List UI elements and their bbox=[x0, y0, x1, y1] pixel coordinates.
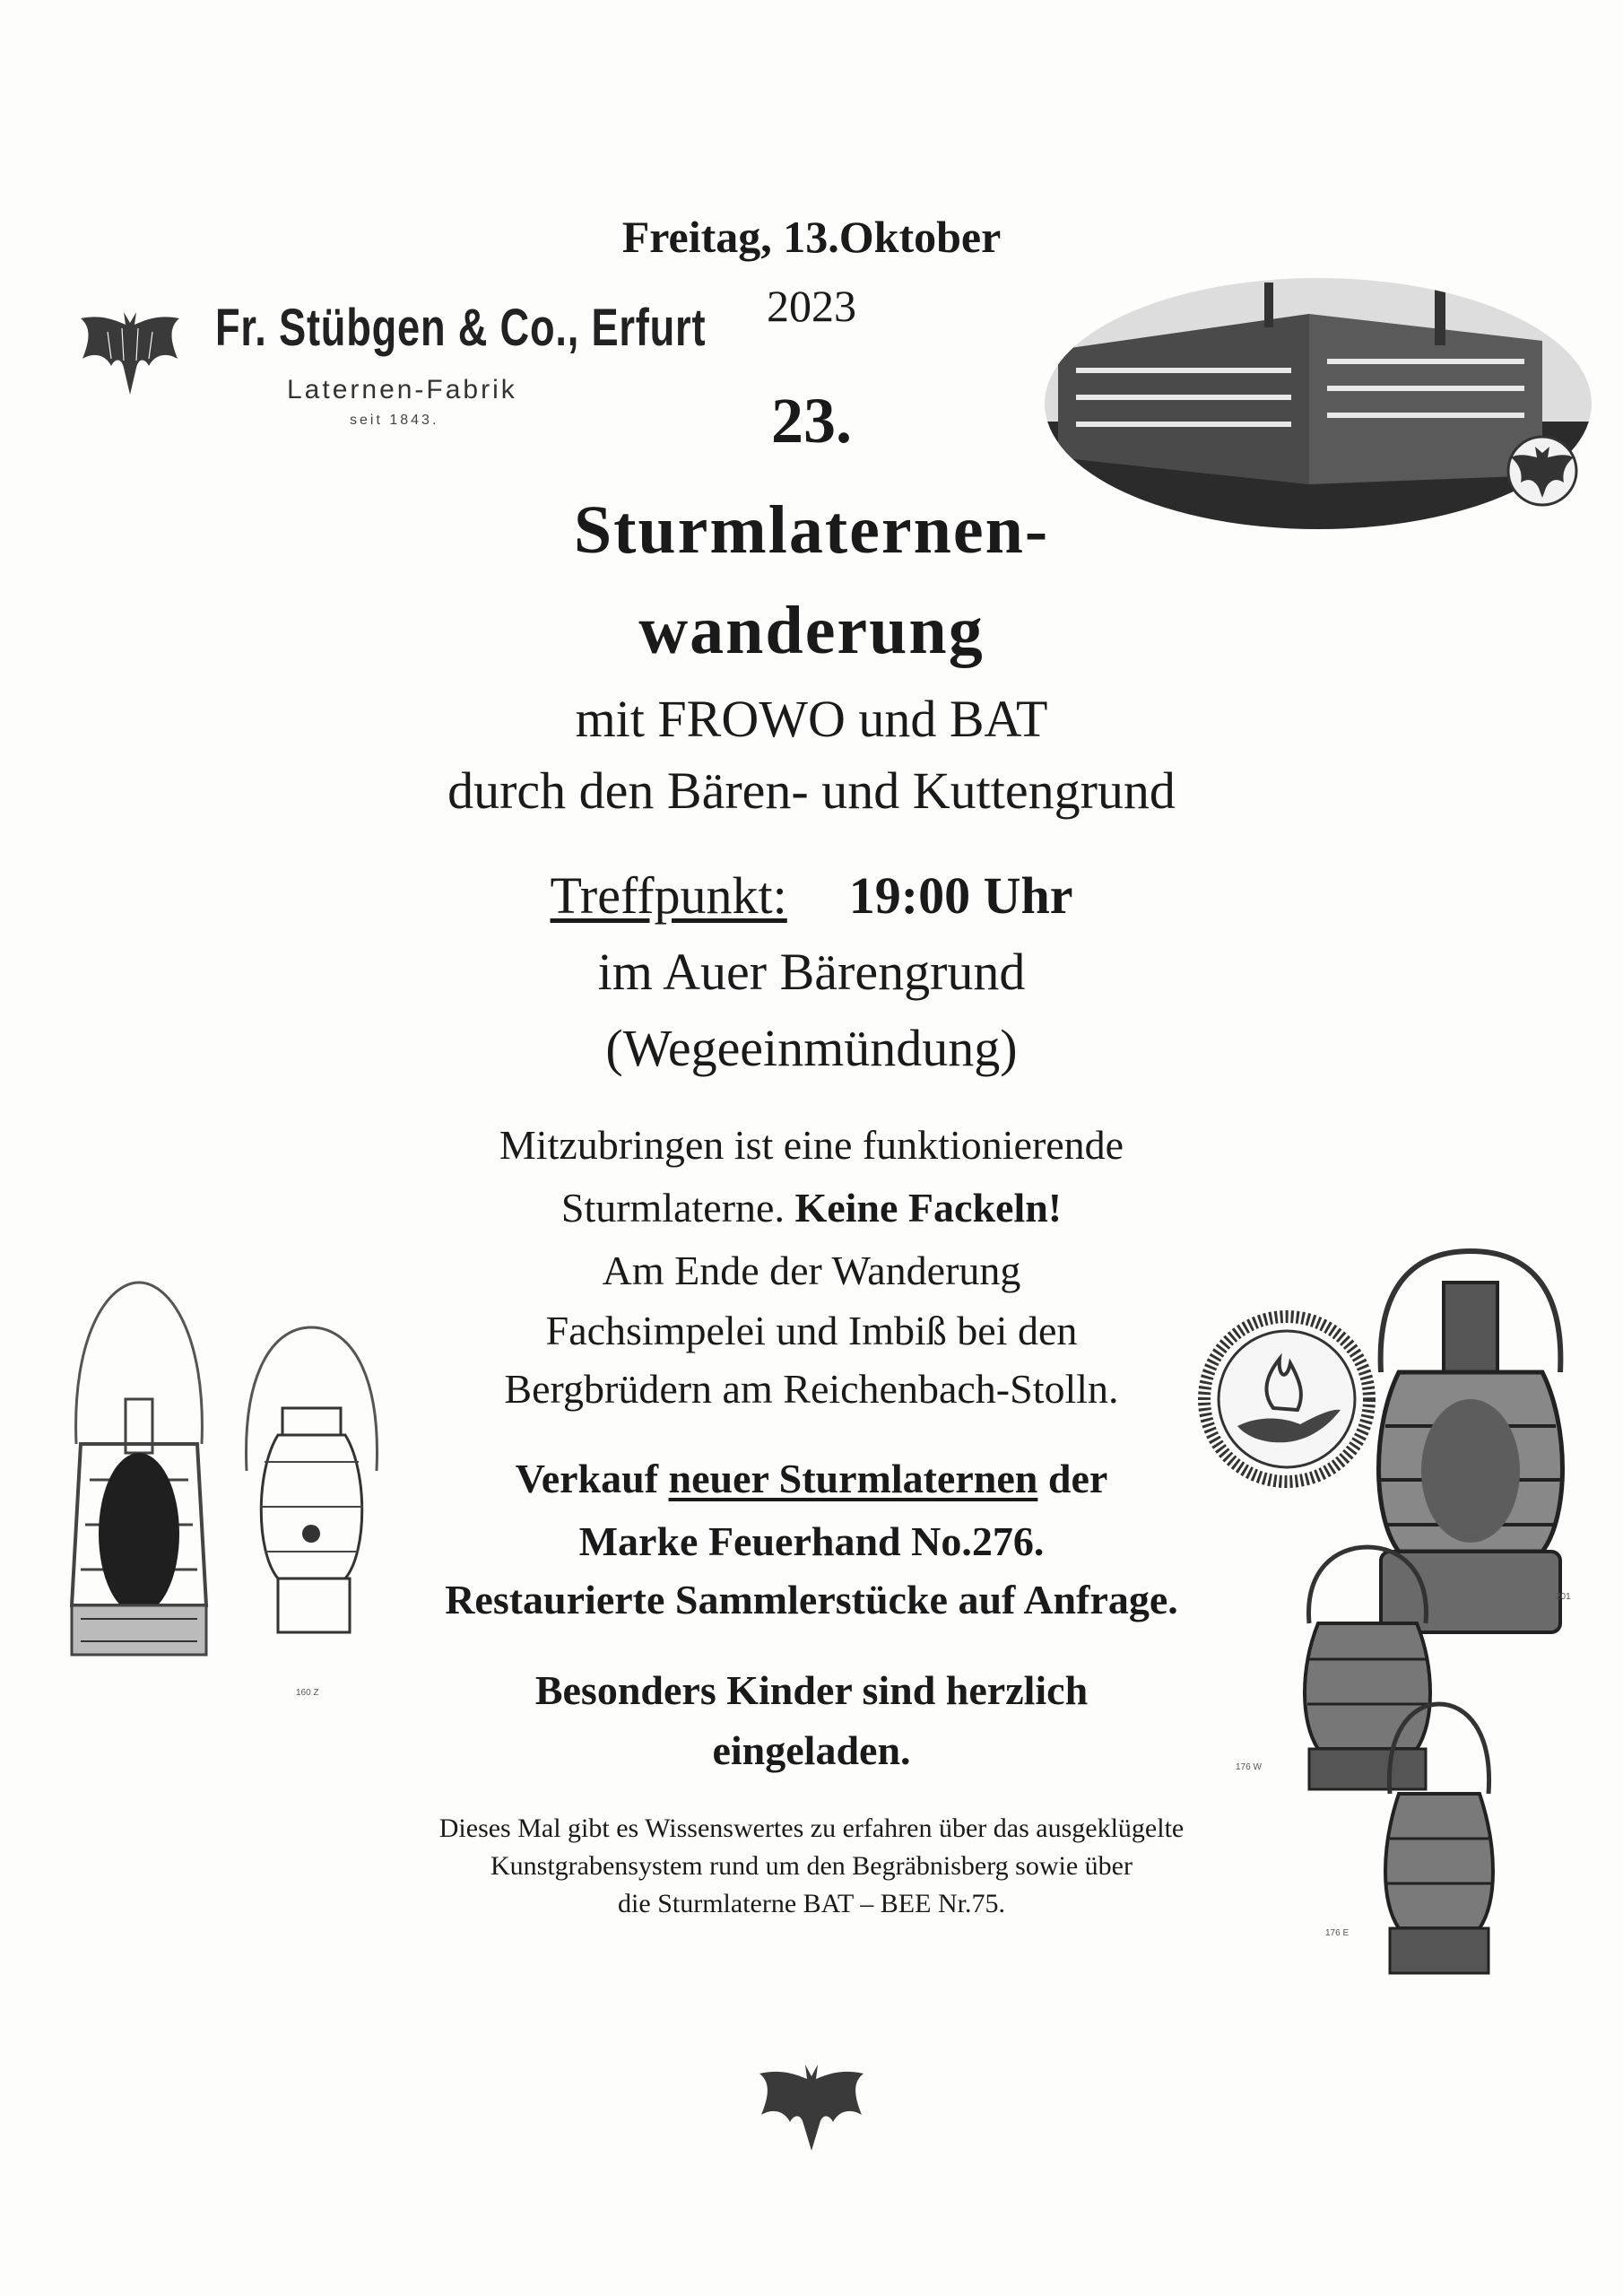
info-line2 bbox=[0, 1184, 1623, 1231]
meeting-line bbox=[0, 865, 1623, 926]
kids-line1: Besonders Kinder sind herzlich bbox=[534, 1667, 1089, 1713]
lantern-right-mid-label: 176 W bbox=[1236, 1762, 1262, 1772]
info-line1: Mitzubringen ist eine funktionierende bbox=[499, 1122, 1124, 1168]
lantern-right-small-illustration bbox=[1367, 1695, 1511, 1982]
lantern-right-small-label: 176 E bbox=[1325, 1928, 1350, 1938]
title-route: durch den Bären- und Kuttengrund bbox=[447, 761, 1176, 820]
lantern-right-big-label: 201 bbox=[1556, 1592, 1571, 1602]
meeting-detail: (Wegeeinmündung) bbox=[605, 1019, 1018, 1077]
company-name: Fr. Stübgen & Co., Erfurt bbox=[215, 299, 707, 357]
sale-der: der bbox=[1047, 1456, 1108, 1501]
date-line: Freitag, 13.Oktober bbox=[621, 212, 1002, 262]
title-line1: Sturmlaternen- bbox=[573, 492, 1050, 568]
lantern-mid-illustration bbox=[229, 1318, 395, 1677]
info-line5: Bergbrüdern am Reichenbach-Stolln. bbox=[504, 1366, 1119, 1412]
footer-line1: Dieses Mal gibt es Wissenswertes zu erfahren über das ausgeklügelte bbox=[438, 1813, 1185, 1843]
info-line2b: Keine Fackeln! bbox=[794, 1185, 1063, 1231]
company-since: seit 1843. bbox=[350, 413, 439, 428]
info-line2a: Sturmlaterne. bbox=[560, 1185, 785, 1231]
edition-number: 23. bbox=[771, 385, 852, 457]
meeting-place: im Auer Bärengrund bbox=[597, 943, 1026, 1001]
title-with: mit FROWO und BAT bbox=[575, 690, 1048, 748]
sale-brand: Marke Feuerhand No.276. bbox=[578, 1518, 1045, 1564]
lantern-left-illustration bbox=[63, 1265, 215, 1668]
meeting-time: 19:00 Uhr bbox=[848, 866, 1073, 925]
sale-verkauf: Verkauf bbox=[515, 1456, 659, 1501]
info-line3: Am Ende der Wanderung bbox=[602, 1248, 1021, 1293]
meeting-label: Treffpunkt: bbox=[550, 866, 787, 925]
bat-logo-bottom-icon bbox=[749, 2054, 874, 2161]
title-line2: wanderung bbox=[638, 593, 985, 668]
footer-line2: Kunstgrabensystem rund um den Begräbnisberg sowie über bbox=[490, 1851, 1133, 1881]
kids-line2: eingeladen. bbox=[712, 1727, 911, 1773]
lantern-mid-label: 160 Z bbox=[296, 1688, 319, 1698]
footer-line3: die Sturmlaterne BAT – BEE Nr.75. bbox=[618, 1889, 1005, 1918]
sale-new-lanterns: neuer Sturmlaternen bbox=[668, 1456, 1038, 1501]
sale-restored: Restaurierte Sammlerstücke auf Anfrage. bbox=[445, 1577, 1178, 1622]
info-line4: Fachsimpelei und Imbiß bei den bbox=[545, 1308, 1078, 1353]
year: 2023 bbox=[767, 281, 856, 331]
company-subtitle: Laternen-Fabrik bbox=[287, 375, 517, 404]
